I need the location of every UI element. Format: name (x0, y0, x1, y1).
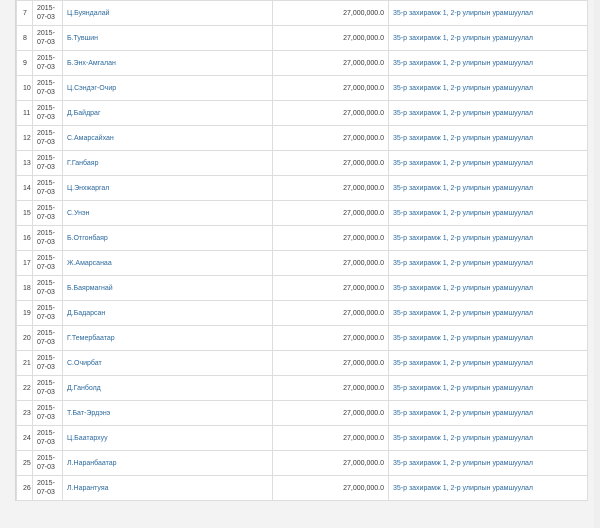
row-description: 35-р захирамж 1, 2-р улирлын урамшуулал (389, 426, 588, 451)
row-amount: 27,000,000.0 (273, 76, 389, 101)
row-amount: 27,000,000.0 (273, 326, 389, 351)
scrollbar-track[interactable] (594, 0, 600, 528)
row-number: 13 (17, 151, 33, 176)
row-name: Ц.Баатархуу (63, 426, 273, 451)
row-date: 2015- 07-03 (33, 476, 63, 501)
row-name: Б.Энх-Амгалан (63, 51, 273, 76)
row-amount: 27,000,000.0 (273, 126, 389, 151)
row-description: 35-р захирамж 1, 2-р улирлын урамшуулал (389, 176, 588, 201)
row-number: 10 (17, 76, 33, 101)
row-name: Л.Наранбаатар (63, 451, 273, 476)
row-number: 9 (17, 51, 33, 76)
row-amount: 27,000,000.0 (273, 251, 389, 276)
row-date: 2015- 07-03 (33, 76, 63, 101)
row-number: 18 (17, 276, 33, 301)
row-description: 35-р захирамж 1, 2-р улирлын урамшуулал (389, 101, 588, 126)
row-description: 35-р захирамж 1, 2-р улирлын урамшуулал (389, 201, 588, 226)
table-row (17, 101, 588, 126)
row-number: 23 (17, 401, 33, 426)
row-description: 35-р захирамж 1, 2-р улирлын урамшуулал (389, 226, 588, 251)
row-description: 35-р захирамж 1, 2-р улирлын урамшуулал (389, 351, 588, 376)
row-amount: 27,000,000.0 (273, 301, 389, 326)
row-name: Д.Ганболд (63, 376, 273, 401)
row-name: С.Очирбат (63, 351, 273, 376)
row-date: 2015- 07-03 (33, 1, 63, 26)
row-name: Л.Нарантуяа (63, 476, 273, 501)
row-name: Ж.Амарсанаа (63, 251, 273, 276)
row-amount: 27,000,000.0 (273, 201, 389, 226)
row-number: 14 (17, 176, 33, 201)
row-name: Т.Бат-Эрдэнэ (63, 401, 273, 426)
row-name: Д.Бадарсан (63, 301, 273, 326)
row-number: 21 (17, 351, 33, 376)
row-description: 35-р захирамж 1, 2-р улирлын урамшуулал (389, 76, 588, 101)
row-name: Б.Тувшин (63, 26, 273, 51)
row-number: 25 (17, 451, 33, 476)
row-amount: 27,000,000.0 (273, 451, 389, 476)
row-amount: 27,000,000.0 (273, 26, 389, 51)
row-amount: 27,000,000.0 (273, 176, 389, 201)
table-row (17, 126, 588, 151)
row-date: 2015- 07-03 (33, 101, 63, 126)
row-number: 11 (17, 101, 33, 126)
row-amount: 27,000,000.0 (273, 376, 389, 401)
row-date: 2015- 07-03 (33, 426, 63, 451)
row-date: 2015- 07-03 (33, 401, 63, 426)
table-row (17, 351, 588, 376)
row-number: 8 (17, 26, 33, 51)
row-amount: 27,000,000.0 (273, 426, 389, 451)
row-description: 35-р захирамж 1, 2-р улирлын урамшуулал (389, 401, 588, 426)
row-number: 24 (17, 426, 33, 451)
row-name: Б.Отгонбаяр (63, 226, 273, 251)
row-number: 16 (17, 226, 33, 251)
payments-table-container (15, 0, 588, 501)
row-amount: 27,000,000.0 (273, 351, 389, 376)
row-name: Г.Ганбаяр (63, 151, 273, 176)
table-row (17, 401, 588, 426)
row-date: 2015- 07-03 (33, 151, 63, 176)
row-date: 2015- 07-03 (33, 201, 63, 226)
row-name: С.Амарсайхан (63, 126, 273, 151)
table-row (17, 26, 588, 51)
row-number: 26 (17, 476, 33, 501)
row-name: Г.Темербаатар (63, 326, 273, 351)
table-row (17, 201, 588, 226)
row-amount: 27,000,000.0 (273, 401, 389, 426)
row-number: 7 (17, 1, 33, 26)
row-number: 15 (17, 201, 33, 226)
row-description: 35-р захирамж 1, 2-р улирлын урамшуулал (389, 451, 588, 476)
table-row (17, 451, 588, 476)
row-date: 2015- 07-03 (33, 451, 63, 476)
row-amount: 27,000,000.0 (273, 1, 389, 26)
row-description: 35-р захирамж 1, 2-р улирлын урамшуулал (389, 301, 588, 326)
row-description: 35-р захирамж 1, 2-р улирлын урамшуулал (389, 1, 588, 26)
row-description: 35-р захирамж 1, 2-р улирлын урамшуулал (389, 26, 588, 51)
row-date: 2015- 07-03 (33, 351, 63, 376)
table-row (17, 51, 588, 76)
row-description: 35-р захирамж 1, 2-р улирлын урамшуулал (389, 276, 588, 301)
row-date: 2015- 07-03 (33, 326, 63, 351)
row-number: 17 (17, 251, 33, 276)
row-description: 35-р захирамж 1, 2-р улирлын урамшуулал (389, 326, 588, 351)
row-date: 2015- 07-03 (33, 251, 63, 276)
table-row (17, 476, 588, 501)
row-description: 35-р захирамж 1, 2-р улирлын урамшуулал (389, 251, 588, 276)
row-number: 20 (17, 326, 33, 351)
row-description: 35-р захирамж 1, 2-р улирлын урамшуулал (389, 376, 588, 401)
row-date: 2015- 07-03 (33, 26, 63, 51)
row-date: 2015- 07-03 (33, 176, 63, 201)
row-amount: 27,000,000.0 (273, 51, 389, 76)
row-name: Д.Байдраг (63, 101, 273, 126)
table-row (17, 226, 588, 251)
row-amount: 27,000,000.0 (273, 101, 389, 126)
row-name: Ц.Энхжаргал (63, 176, 273, 201)
table-row (17, 426, 588, 451)
table-row (17, 376, 588, 401)
row-number: 12 (17, 126, 33, 151)
table-row (17, 326, 588, 351)
row-amount: 27,000,000.0 (273, 476, 389, 501)
table-row (17, 251, 588, 276)
row-description: 35-р захирамж 1, 2-р улирлын урамшуулал (389, 126, 588, 151)
row-name: Ц.Сэндэг-Очир (63, 76, 273, 101)
table-row (17, 1, 588, 26)
row-number: 19 (17, 301, 33, 326)
row-date: 2015- 07-03 (33, 276, 63, 301)
row-name: Б.Баярмагнай (63, 276, 273, 301)
table-row (17, 301, 588, 326)
row-amount: 27,000,000.0 (273, 226, 389, 251)
row-amount: 27,000,000.0 (273, 151, 389, 176)
table-row (17, 276, 588, 301)
payments-table (16, 0, 588, 501)
row-number: 22 (17, 376, 33, 401)
row-date: 2015- 07-03 (33, 51, 63, 76)
row-description: 35-р захирамж 1, 2-р улирлын урамшуулал (389, 476, 588, 501)
row-date: 2015- 07-03 (33, 226, 63, 251)
row-description: 35-р захирамж 1, 2-р улирлын урамшуулал (389, 51, 588, 76)
row-name: С.Унэн (63, 201, 273, 226)
row-date: 2015- 07-03 (33, 301, 63, 326)
table-body (17, 1, 588, 501)
table-row (17, 151, 588, 176)
table-row (17, 76, 588, 101)
row-description: 35-р захирамж 1, 2-р улирлын урамшуулал (389, 151, 588, 176)
table-row (17, 176, 588, 201)
row-date: 2015- 07-03 (33, 126, 63, 151)
row-name: Ц.Буяндалай (63, 1, 273, 26)
row-date: 2015- 07-03 (33, 376, 63, 401)
row-amount: 27,000,000.0 (273, 276, 389, 301)
